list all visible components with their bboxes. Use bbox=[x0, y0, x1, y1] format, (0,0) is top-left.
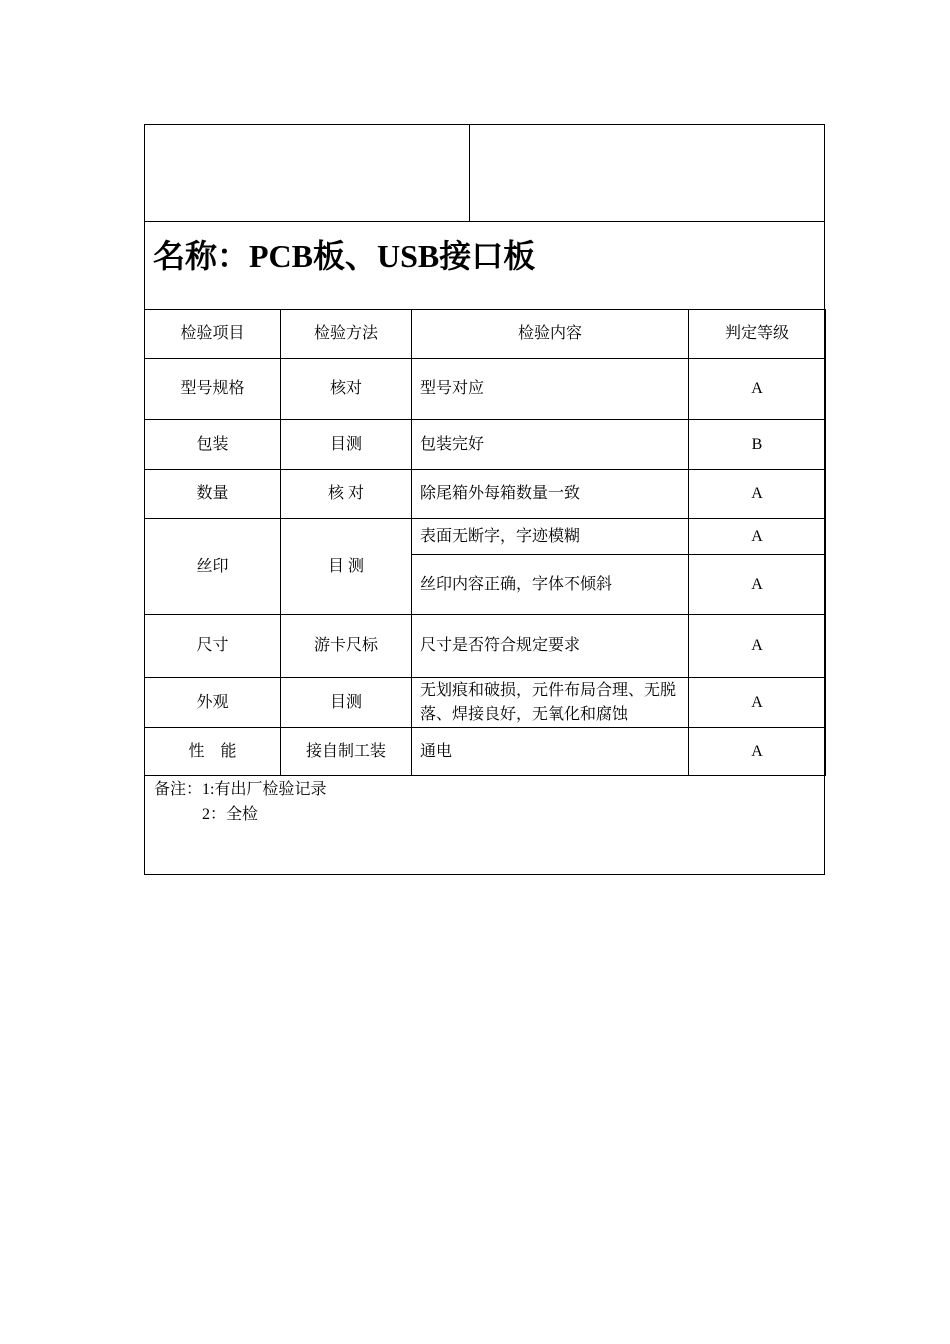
cell-grade: A bbox=[689, 615, 826, 678]
cell-item: 性 能 bbox=[145, 728, 281, 776]
table-row bbox=[145, 420, 826, 470]
cell-method: 接自制工装 bbox=[281, 728, 412, 776]
cell-item: 外观 bbox=[145, 678, 281, 728]
cell-content: 无划痕和破损，元件布局合理、无脱落、焊接良好，无氧化和腐蚀 bbox=[412, 678, 689, 728]
cell-grade: A bbox=[689, 519, 826, 555]
column-header-content: 检验内容 bbox=[412, 310, 689, 359]
cell-item: 丝印 bbox=[145, 519, 281, 615]
cell-content: 尺寸是否符合规定要求 bbox=[412, 615, 689, 678]
column-header-method: 检验方法 bbox=[281, 310, 412, 359]
cell-method: 核对 bbox=[281, 359, 412, 420]
cell-content: 丝印内容正确，字体不倾斜 bbox=[412, 555, 689, 615]
cell-content: 通电 bbox=[412, 728, 689, 776]
inspection-form bbox=[144, 124, 825, 875]
cell-grade: A bbox=[689, 359, 826, 420]
table-row bbox=[145, 728, 826, 776]
cell-content: 除尾箱外每箱数量一致 bbox=[412, 470, 689, 519]
cell-grade: A bbox=[689, 470, 826, 519]
cell-content: 包装完好 bbox=[412, 420, 689, 470]
cell-content: 型号对应 bbox=[412, 359, 689, 420]
cell-grade: A bbox=[689, 678, 826, 728]
table-row bbox=[145, 519, 826, 555]
table-header-row bbox=[145, 310, 826, 359]
remarks bbox=[154, 777, 326, 827]
table-row bbox=[145, 359, 826, 420]
cell-content: 表面无断字，字迹模糊 bbox=[412, 519, 689, 555]
inspection-table bbox=[144, 309, 826, 776]
header-right-cell bbox=[470, 125, 824, 222]
cell-item: 型号规格 bbox=[145, 359, 281, 420]
remark-line-2: 2：全检 bbox=[202, 806, 259, 823]
table-row bbox=[145, 678, 826, 728]
column-header-item: 检验项目 bbox=[145, 310, 281, 359]
header-left-cell bbox=[145, 125, 470, 222]
form-title: 名称：PCB板、USB接口板 bbox=[153, 238, 536, 274]
cell-item: 数量 bbox=[145, 470, 281, 519]
table-row bbox=[145, 470, 826, 519]
cell-method: 目测 bbox=[281, 420, 412, 470]
cell-item: 尺寸 bbox=[145, 615, 281, 678]
column-header-grade: 判定等级 bbox=[689, 310, 826, 359]
remark-line-1: 备注：1:有出厂检验记录 bbox=[154, 781, 327, 798]
cell-grade: A bbox=[689, 728, 826, 776]
table-row bbox=[145, 615, 826, 678]
cell-grade: A bbox=[689, 555, 826, 615]
cell-method: 目 测 bbox=[281, 519, 412, 615]
cell-item: 包装 bbox=[145, 420, 281, 470]
cell-method: 目测 bbox=[281, 678, 412, 728]
cell-method: 游卡尺标 bbox=[281, 615, 412, 678]
cell-grade: B bbox=[689, 420, 826, 470]
cell-method: 核 对 bbox=[281, 470, 412, 519]
